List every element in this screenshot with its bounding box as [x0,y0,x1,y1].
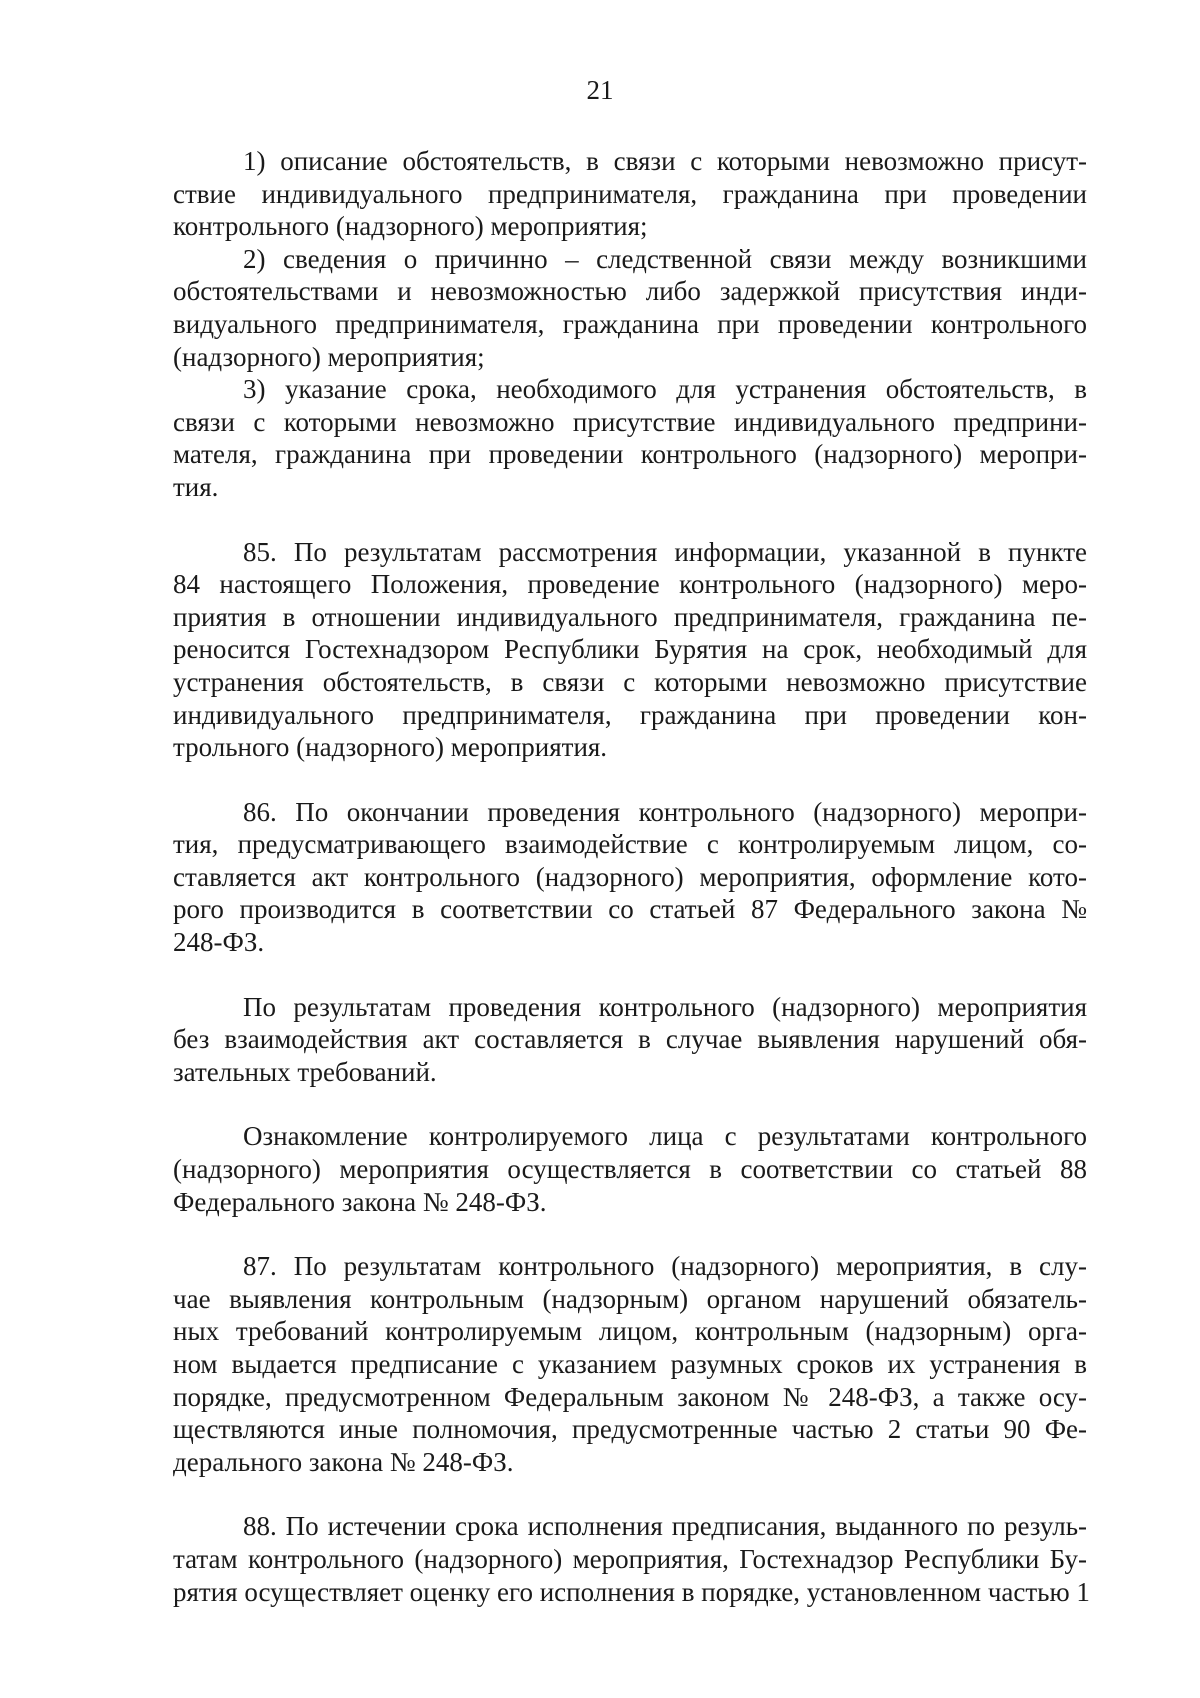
text-line: трольного (надзорного) мероприятия. [173,732,608,763]
paragraph-86 [173,796,1087,959]
text-line: 84 настоящего Положения, проведение контрольного (надзорного) меро- [173,569,1087,600]
document-body [173,145,1090,1608]
text-line: 1) описание обстоятельств, в связи с которыми невозможно присут- [243,146,1087,176]
text-line: устранения обстоятельств, в связи с которыми невозможно присутствие [173,666,1087,697]
text-line: (надзорного) мероприятия осуществляется в соответствии со статьей 88 [173,1154,1087,1185]
text-line: контрольного (надзорного) мероприятия; [173,211,648,242]
paragraph-86-continuation-2 [173,1120,1087,1218]
text-line: ном выдается предписание с указанием разумных сроков их устранения в [173,1349,1087,1379]
text-line: видуального предпринимателя, гражданина при проведении контрольного [173,308,1087,339]
list-item-1 [173,145,1087,243]
text-line: без взаимодействия акт составляется в случае выявления нарушений обя- [173,1024,1087,1055]
paragraph-88 [173,1510,1090,1608]
text-line: ществляются иные полномочия, предусмотренные частью 2 статьи 90 Фе- [173,1414,1087,1445]
text-line: ных требований контролируемым лицом, контрольным (надзорным) орга- [173,1316,1087,1347]
text-line: связи с которыми невозможно присутствие индивидуального предприни- [173,406,1087,437]
text-line: По результатам проведения контрольного (надзорного) мероприятия [243,991,1087,1022]
paragraph-86-continuation-1 [173,991,1087,1089]
text-line: зательных требований. [173,1056,437,1087]
text-line: приятия в отношении индивидуального предпринимателя, гражданина пе- [173,601,1087,632]
text-line: чае выявления контрольным (надзорным) органом нарушений обязатель- [173,1283,1087,1314]
text-line: 87. По результатам контрольного (надзорного) мероприятия, в слу- [243,1251,1087,1282]
text-line: порядке, предусмотренном Федеральным законом № 248-ФЗ, а также осу- [173,1381,1087,1412]
text-line: Ознакомление контролируемого лица с результатами контрольного [243,1121,1087,1152]
text-line: реносится Гостехнадзором Республики Бурятия на срок, необходимый для [173,634,1087,665]
text-line: 85. По результатам рассмотрения информации, указанной в пункте [243,536,1087,567]
paragraph-87 [173,1250,1087,1478]
text-line: 3) указание срока, необходимого для устранения обстоятельств, в [243,374,1087,405]
text-line: татам контрольного (надзорного) мероприятия, Гостехнадзор Республики Бу- [173,1543,1087,1574]
text-line: обстоятельствами и невозможностью либо задержкой присутствия инди- [173,276,1087,307]
text-line: рого производится в соответствии со статьей 87 Федерального закона № [173,894,1087,925]
text-line: дерального закона № 248-ФЗ. [173,1446,514,1477]
text-line: Федерального закона № 248-ФЗ. [173,1186,547,1217]
text-line: мателя, гражданина при проведении контрольного (надзорного) меропри- [173,439,1087,470]
paragraph-85 [173,536,1087,764]
text-line: 2) сведения о причинно – следственной связи между возникшими [243,243,1087,274]
list-item-3 [173,373,1087,503]
text-line: индивидуального предпринимателя, гражданина при проведении кон- [173,699,1087,730]
text-line: (надзорного) мероприятия; [173,341,485,372]
text-line: тия. [173,471,219,502]
text-line: ставляется акт контрольного (надзорного) мероприятия, оформление кото- [173,861,1087,892]
text-line: рятия осуществляет оценку его исполнения в порядке, установленном частью 1 [173,1576,1090,1607]
page-number: 21 [586,75,614,105]
text-line: ствие индивидуального предпринимателя, гражданина при проведении [173,178,1087,209]
text-line: 86. По окончании проведения контрольного (надзорного) меропри- [243,796,1087,827]
text-line: 88. По истечении срока исполнения предписания, выданного по резуль- [243,1511,1087,1542]
list-item-2 [173,243,1087,373]
text-line: тия, предусматривающего взаимодействие с контролируемым лицом, со- [173,829,1087,860]
text-line: 248-ФЗ. [173,927,265,958]
